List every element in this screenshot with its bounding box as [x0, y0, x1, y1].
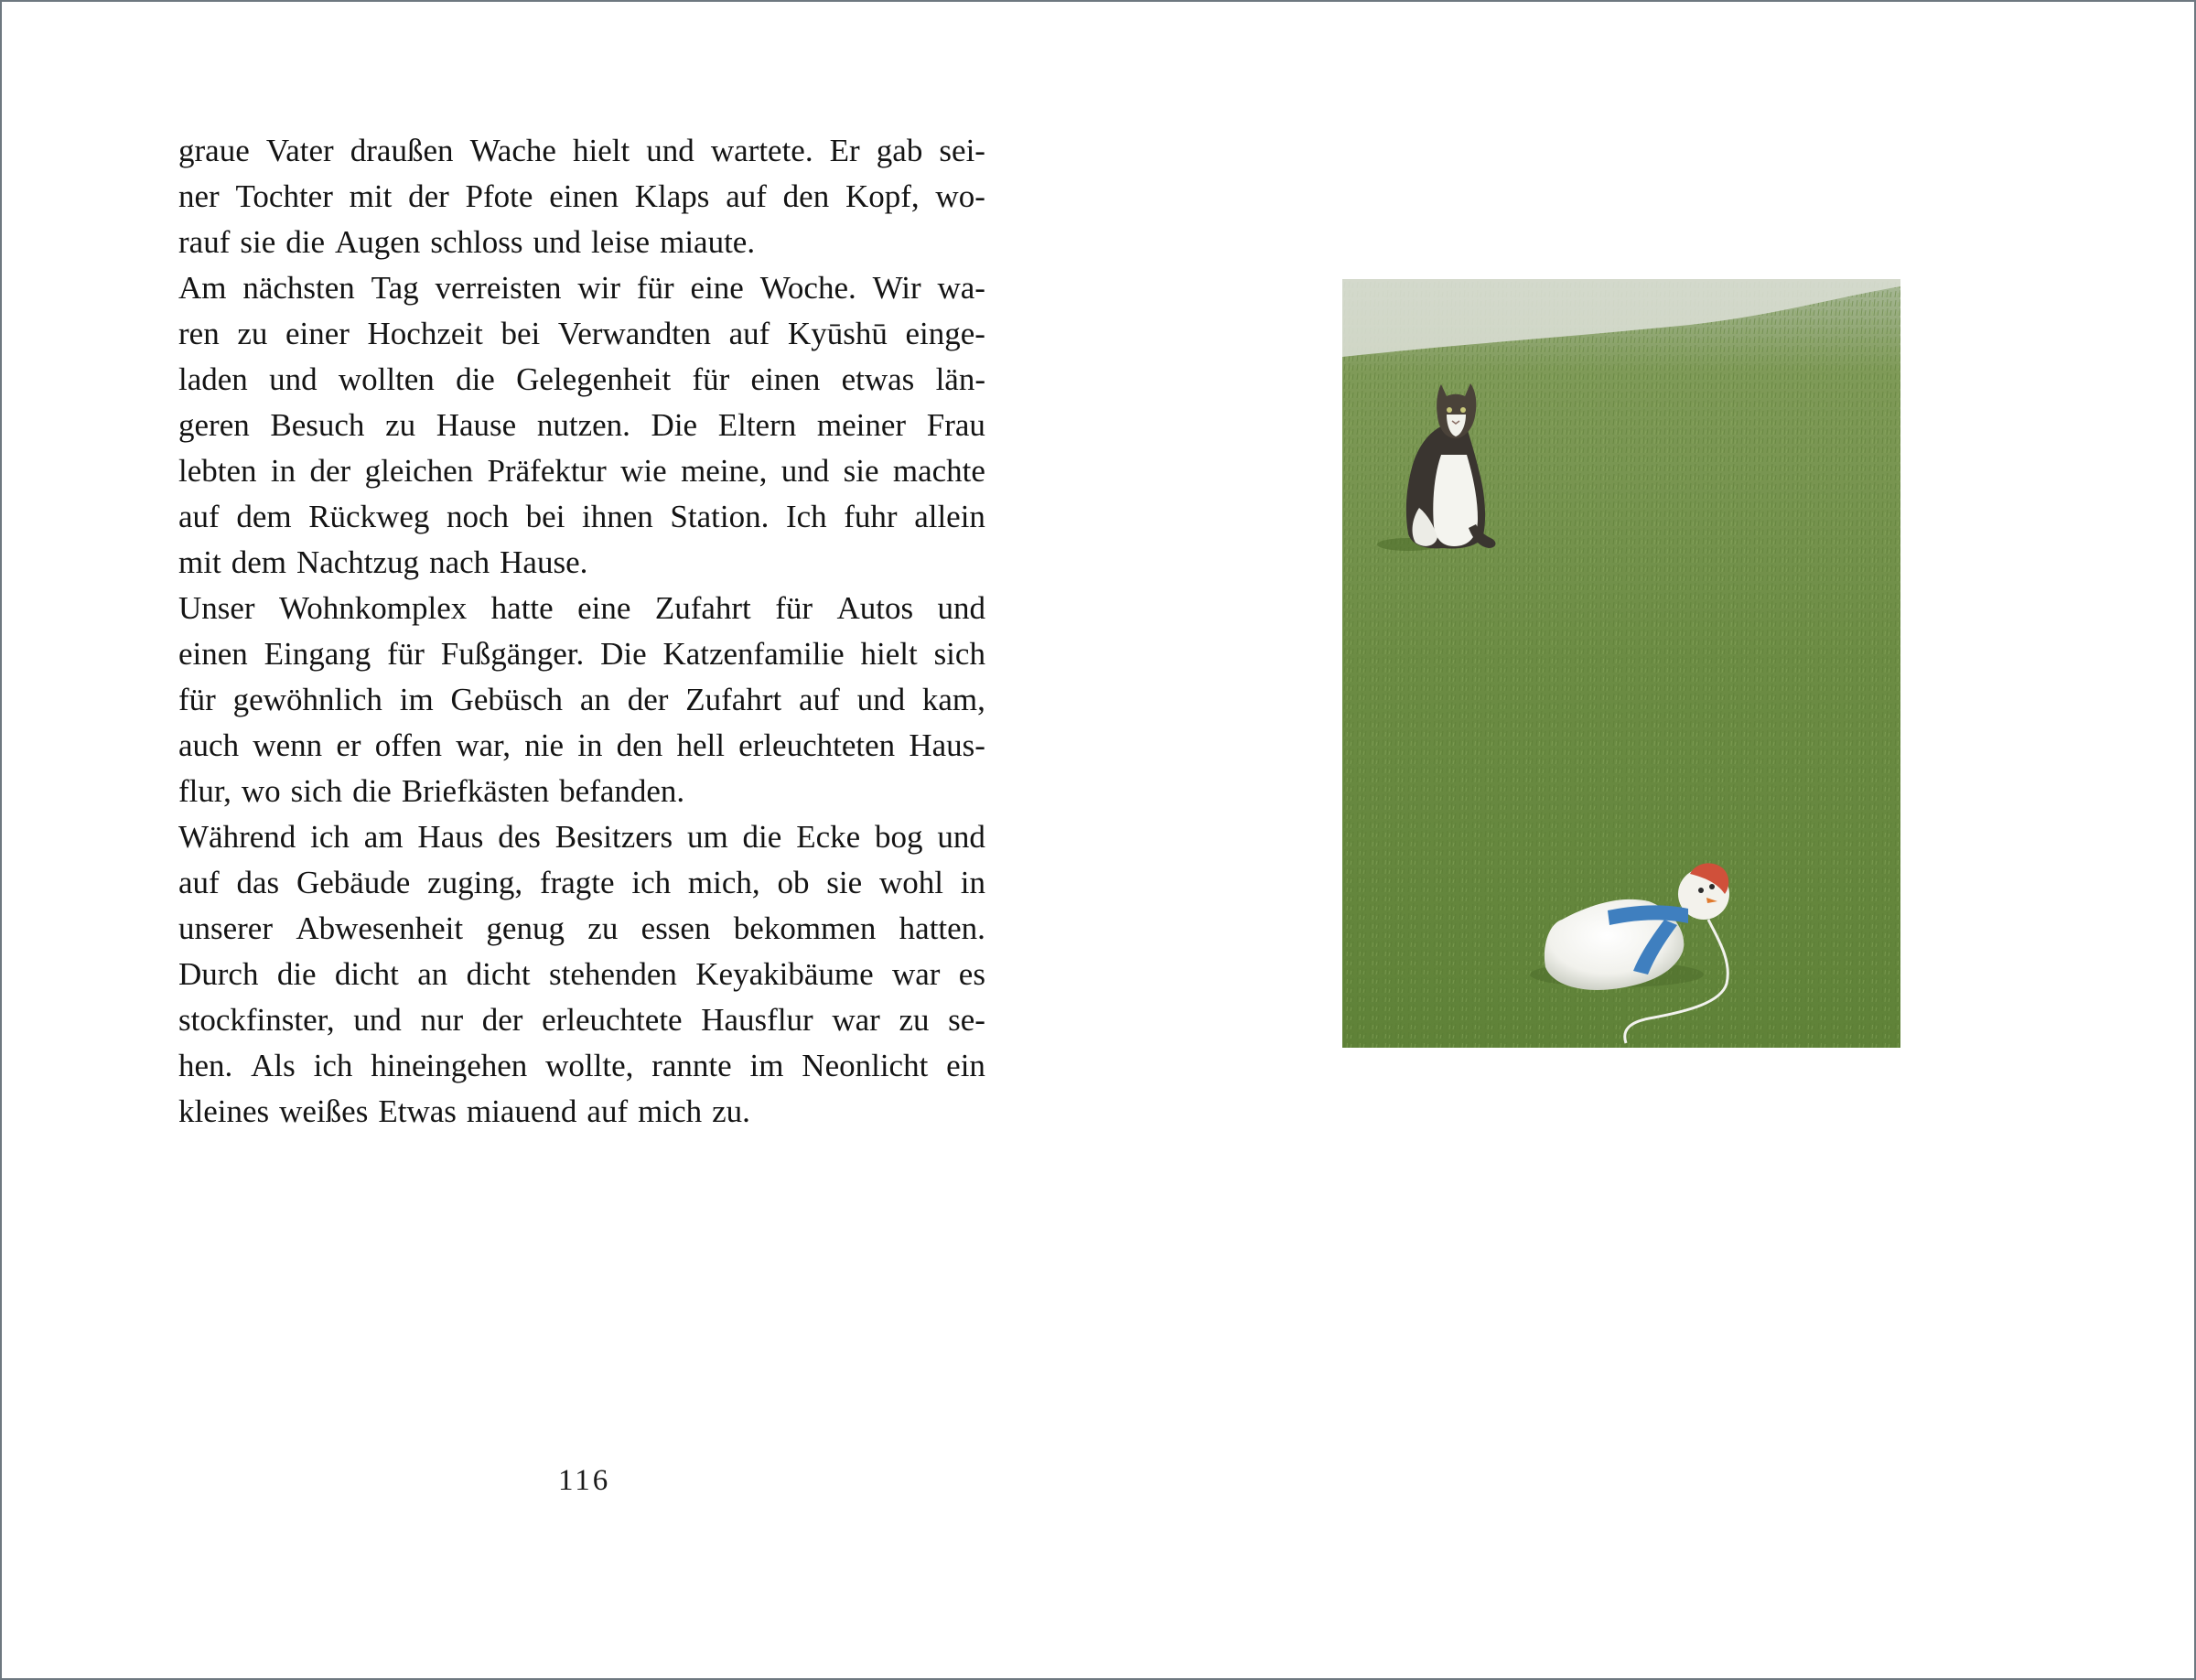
text-word: im	[399, 682, 434, 717]
text-word: stehenden	[548, 956, 677, 992]
text-word: Hochzeit	[367, 316, 483, 351]
text-word: Hausflur	[701, 1002, 813, 1038]
text-word: die	[352, 773, 392, 809]
text-word: noch	[447, 499, 510, 534]
text-word: er	[336, 727, 361, 763]
text-word: stockfinster,	[178, 1002, 335, 1038]
text-line	[178, 723, 985, 769]
text-word: mich,	[687, 865, 760, 900]
text-line	[178, 357, 985, 403]
text-word: wie	[620, 453, 667, 489]
text-word: Rückweg	[308, 499, 430, 534]
text-word: gleichen	[364, 453, 474, 489]
text-word: Klaps	[634, 178, 710, 214]
text-word: und	[646, 133, 694, 168]
text-word: wollte,	[545, 1048, 634, 1083]
text-word: Haus	[417, 819, 484, 855]
text-word: der	[627, 682, 669, 717]
text-word: um	[686, 819, 728, 855]
text-word: genug	[486, 910, 565, 946]
text-word: wo	[241, 773, 281, 809]
text-word: war	[891, 956, 941, 992]
text-word: Als	[251, 1048, 296, 1083]
text-word: hatten.	[899, 910, 985, 946]
text-word: den	[782, 178, 830, 214]
text-word: Nachtzug	[296, 544, 420, 580]
text-word: Gelegenheit	[516, 361, 672, 397]
text-word: Während	[178, 819, 296, 855]
text-word: dem	[236, 499, 292, 534]
text-word: und	[780, 453, 830, 489]
text-line	[178, 952, 985, 997]
text-word: nutzen.	[536, 407, 630, 443]
text-word: Abwesenheit	[296, 910, 464, 946]
text-line	[178, 677, 985, 723]
text-word: wir	[577, 270, 621, 306]
text-word: ob	[777, 865, 810, 900]
text-line	[178, 403, 985, 448]
text-word: der	[309, 453, 351, 489]
text-word: in	[960, 865, 985, 900]
text-word: Gebäude	[296, 865, 411, 900]
text-word: Vater	[265, 133, 334, 168]
text-word: miauend	[466, 1093, 577, 1129]
text-word: wohl	[878, 865, 943, 900]
text-word: Station.	[670, 499, 770, 534]
text-word: Unser	[178, 590, 255, 626]
text-line	[178, 860, 985, 906]
text-word: bei	[525, 499, 565, 534]
text-word: draußen	[350, 133, 454, 168]
text-word: und	[856, 682, 906, 717]
text-word: Besuch	[270, 407, 365, 443]
text-word: nach	[429, 544, 490, 580]
text-word: ich	[310, 819, 350, 855]
text-word: Augen	[335, 224, 421, 260]
text-word: befanden.	[559, 773, 685, 809]
text-word: meine,	[681, 453, 768, 489]
text-word: meiner	[816, 407, 907, 443]
text-word: län-	[935, 361, 985, 397]
text-word: eine	[690, 270, 744, 306]
text-word: Zufahrt	[685, 682, 782, 717]
text-word: kam,	[921, 682, 985, 717]
text-word: Katzenfamilie	[662, 636, 845, 672]
text-word: Autos	[836, 590, 914, 626]
text-word: nächsten	[242, 270, 355, 306]
text-line	[178, 814, 985, 860]
text-word: Tag	[371, 270, 419, 306]
text-word: Wir	[872, 270, 921, 306]
text-word: auf	[178, 865, 220, 900]
text-word: Besitzers	[554, 819, 673, 855]
text-word: Pfote	[465, 178, 533, 214]
text-word: sich	[290, 773, 343, 809]
text-word: Wache	[469, 133, 556, 168]
text-word: und	[353, 1002, 402, 1038]
text-line	[178, 220, 985, 265]
text-word: weißes	[279, 1093, 369, 1129]
text-word: Am	[178, 270, 227, 306]
text-word: laden	[178, 361, 248, 397]
text-word: dicht	[334, 956, 399, 992]
text-word: Woche.	[759, 270, 856, 306]
text-word: war,	[456, 727, 511, 763]
text-word: ich	[631, 865, 672, 900]
text-word: Ich	[785, 499, 827, 534]
text-word: Etwas	[378, 1093, 457, 1129]
text-word: allein	[914, 499, 985, 534]
text-word: Er	[829, 133, 860, 168]
text-word: machte	[892, 453, 985, 489]
text-word: miaute.	[660, 224, 756, 260]
text-word: fragte	[539, 865, 615, 900]
text-word: Hause	[436, 407, 517, 443]
text-line	[178, 311, 985, 357]
text-word: wa-	[937, 270, 985, 306]
text-word: Kopf,	[845, 178, 920, 214]
text-word: für	[636, 270, 674, 306]
text-word: rauf	[178, 224, 231, 260]
text-word: lebten	[178, 453, 257, 489]
illustration	[1342, 279, 1900, 1048]
text-word: nie	[524, 727, 564, 763]
text-word: an	[417, 956, 448, 992]
text-word: für	[775, 590, 813, 626]
text-word: und	[937, 590, 985, 626]
text-word: an	[579, 682, 610, 717]
text-word: Ecke	[796, 819, 861, 855]
text-word: verreisten	[435, 270, 562, 306]
text-word: Frau	[926, 407, 985, 443]
text-word: die	[456, 361, 495, 397]
text-word: fuhr	[844, 499, 898, 534]
text-word: eine	[577, 590, 631, 626]
text-word: offen	[374, 727, 442, 763]
text-line	[178, 128, 985, 174]
text-word: Keyakibäume	[695, 956, 874, 992]
text-word: des	[498, 819, 541, 855]
illustration-painting	[1342, 279, 1900, 1048]
text-word: es	[958, 956, 985, 992]
text-word: die	[276, 956, 317, 992]
text-word: rannte	[651, 1048, 732, 1083]
text-word: zuging,	[427, 865, 523, 900]
text-word: unserer	[178, 910, 274, 946]
text-word: Fußgänger.	[440, 636, 585, 672]
text-word: hielt	[860, 636, 918, 672]
text-word: Durch	[178, 956, 259, 992]
text-word: schloss	[430, 224, 523, 260]
body-text	[178, 128, 985, 1135]
text-word: hen.	[178, 1048, 233, 1083]
text-word: auch	[178, 727, 240, 763]
text-word: dem	[231, 544, 286, 580]
text-word: zu	[237, 316, 268, 351]
text-line	[178, 586, 985, 631]
text-word: für	[178, 682, 216, 717]
text-word: der	[481, 1002, 523, 1038]
text-word: für	[387, 636, 425, 672]
text-word: in	[270, 453, 296, 489]
text-word: Zufahrt	[654, 590, 751, 626]
text-line	[178, 769, 985, 814]
text-word: das	[236, 865, 280, 900]
page-number: 116	[558, 1464, 611, 1497]
text-word: hell	[676, 727, 725, 763]
text-word: wartete.	[710, 133, 813, 168]
text-word: Haus-	[909, 727, 985, 763]
text-word: ein	[946, 1048, 985, 1083]
text-line	[178, 997, 985, 1043]
text-word: erleuchtete	[542, 1002, 683, 1038]
text-word: sie	[843, 453, 879, 489]
text-word: hatte	[490, 590, 554, 626]
text-word: einer	[285, 316, 350, 351]
text-word: sich	[933, 636, 985, 672]
text-word: mit	[178, 544, 221, 580]
text-line	[178, 494, 985, 540]
text-word: sie	[240, 224, 276, 260]
text-word: auf	[799, 682, 840, 717]
text-word: einge-	[905, 316, 985, 351]
text-word: se-	[948, 1002, 985, 1038]
text-word: nur	[420, 1002, 464, 1038]
text-word: wenn	[253, 727, 323, 763]
text-word: gewöhnlich	[232, 682, 382, 717]
text-word: bekommen	[733, 910, 877, 946]
text-word: Eingang	[264, 636, 371, 672]
text-word: ihnen	[582, 499, 653, 534]
text-word: der	[408, 178, 449, 214]
text-word: Die	[600, 636, 647, 672]
text-line	[178, 1089, 985, 1135]
text-word: den	[616, 727, 663, 763]
text-line	[178, 1043, 985, 1089]
text-line	[178, 906, 985, 952]
text-word: zu	[899, 1002, 930, 1038]
text-word: bei	[501, 316, 541, 351]
text-word: wo-	[935, 178, 985, 214]
text-word: Briefkästen	[401, 773, 550, 809]
text-word: ner	[178, 178, 220, 214]
text-word: Präfektur	[487, 453, 607, 489]
text-word: kleines	[178, 1093, 270, 1129]
text-word: Wohnkomplex	[279, 590, 468, 626]
text-word: wollten	[338, 361, 435, 397]
text-word: geren	[178, 407, 250, 443]
text-word: sie	[826, 865, 863, 900]
text-word: einen	[178, 636, 248, 672]
text-word: auf	[726, 178, 767, 214]
text-word: Verwandten	[557, 316, 711, 351]
text-line	[178, 540, 985, 586]
text-word: mit	[349, 178, 393, 214]
text-word: und	[269, 361, 318, 397]
text-word: in	[577, 727, 603, 763]
text-word: gab	[876, 133, 923, 168]
text-line	[178, 631, 985, 677]
text-word: Neonlicht	[802, 1048, 929, 1083]
text-line	[178, 448, 985, 494]
text-word: hineingehen	[371, 1048, 528, 1083]
text-word: Hause.	[500, 544, 588, 580]
text-word: auf	[587, 1093, 629, 1129]
text-word: ren	[178, 316, 220, 351]
text-word: Die	[651, 407, 698, 443]
text-word: graue	[178, 133, 250, 168]
text-word: etwas	[841, 361, 915, 397]
text-word: für	[692, 361, 730, 397]
text-word: Gebüsch	[450, 682, 564, 717]
text-word: war	[832, 1002, 880, 1038]
text-word: die	[742, 819, 782, 855]
text-word: leise	[590, 224, 651, 260]
text-word: essen	[640, 910, 711, 946]
text-word: ich	[313, 1048, 353, 1083]
text-line	[178, 174, 985, 220]
text-word: zu.	[712, 1093, 750, 1129]
text-word: Tochter	[235, 178, 333, 214]
text-word: flur,	[178, 773, 231, 809]
text-word: auf	[178, 499, 220, 534]
text-word: einen	[750, 361, 821, 397]
text-word: im	[749, 1048, 784, 1083]
text-word: erleuchteten	[738, 727, 896, 763]
text-word: und	[533, 224, 581, 260]
text-word: und	[937, 819, 985, 855]
text-word: mich	[638, 1093, 703, 1129]
text-word: zu	[385, 407, 416, 443]
text-word: dicht	[466, 956, 531, 992]
text-word: auf	[728, 316, 770, 351]
text-line	[178, 265, 985, 311]
text-word: hielt	[572, 133, 630, 168]
text-word: Eltern	[717, 407, 797, 443]
text-word: einen	[549, 178, 619, 214]
text-word: sei-	[939, 133, 985, 168]
text-word: zu	[587, 910, 619, 946]
text-word: bog	[875, 819, 923, 855]
text-word: Kyūshū	[787, 316, 888, 351]
text-word: die	[285, 224, 326, 260]
text-word: am	[363, 819, 404, 855]
